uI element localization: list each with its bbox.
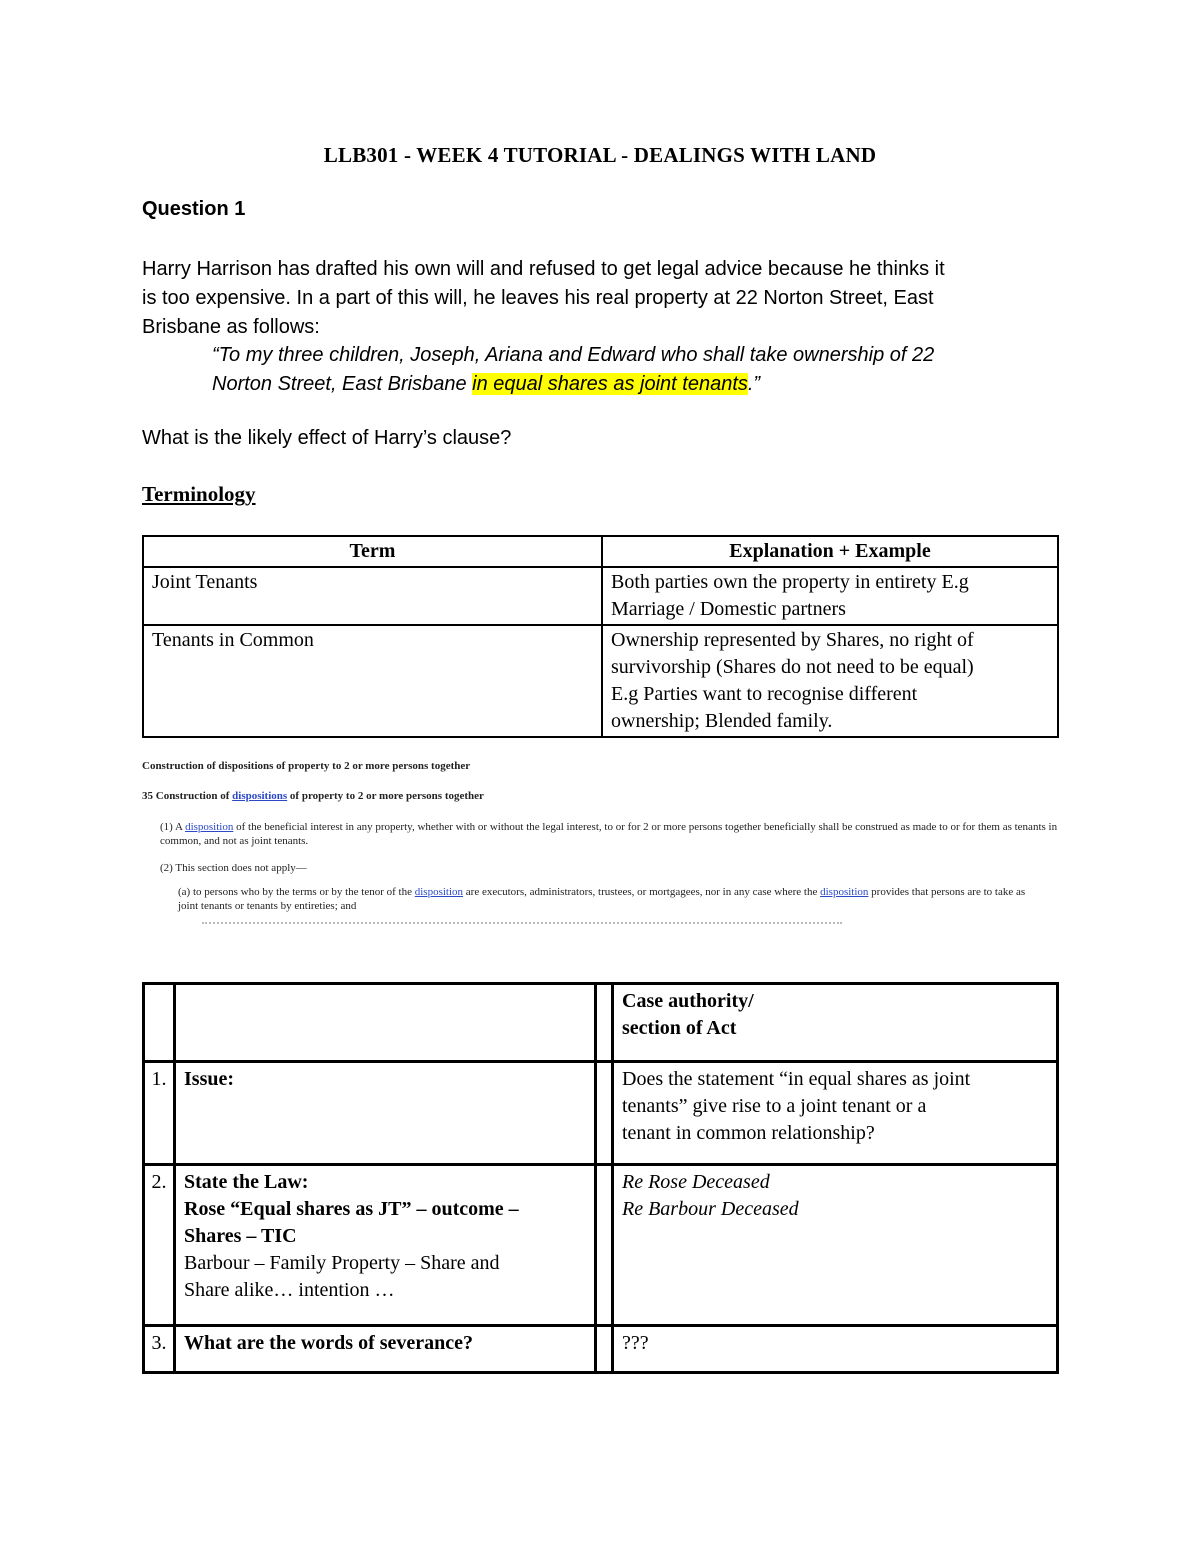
statute-heading: Construction of dispositions of property to 2 or more persons together [142,760,471,772]
paragraph-text: are executors, administrators, trustees, or mortgagees, nor in any case where the [463,886,821,898]
label-line: Share alike… intention … [184,1279,395,1301]
will-clause-quote [212,341,1072,399]
row-label [175,1165,596,1326]
scenario-paragraph [142,255,1072,342]
empty-cell [596,984,613,1062]
header-line: section of Act [622,1017,737,1039]
row-number: 3. [144,1326,175,1373]
empty-cell [596,1326,613,1373]
explanation-line: Marriage / Domestic partners [611,598,846,620]
explanation-line: survivorship (Shares do not need to be equal) [611,656,974,678]
label-line: Rose “Equal shares as JT” – outcome – [184,1198,519,1220]
terminology-table [142,535,1059,738]
paragraph-a [178,885,1038,913]
column-header: Term [143,536,602,567]
explanation-line: Ownership represented by Shares, no right of [611,629,974,651]
disposition-link[interactable]: disposition [185,821,234,833]
label-line: State the Law: [184,1171,309,1193]
irac-table [142,982,1059,1374]
row-label: What are the words of severance? [175,1326,596,1373]
quote-end: .” [747,373,761,395]
content-line: Does the statement “in equal shares as joint [622,1068,971,1090]
term-cell: Joint Tenants [143,567,602,625]
term-cell: Tenants in Common [143,625,602,737]
case-authority-header [613,984,1058,1062]
row-number: 1. [144,1062,175,1165]
paragraph-text: provides that persons are to take as joint tenants or tenants by entireties; and [178,886,1026,912]
highlighted-phrase: in equal shares as joint tenants [472,373,748,395]
subsection-text: (1) A [160,821,186,833]
scenario-line: Brisbane as follows: [142,316,320,338]
explanation-cell [602,567,1058,625]
table-row [143,567,1058,625]
disposition-link[interactable]: disposition [820,886,869,898]
disposition-link[interactable]: disposition [414,886,464,898]
table-row [144,1165,1058,1326]
column-header: Explanation + Example [602,536,1058,567]
explanation-line: Both parties own the property in entirety E.g [611,571,969,593]
scenario-line: is too expensive. In a part of this will, he leaves his real property at 22 Norton Street, East [142,287,934,309]
row-content [613,1062,1058,1165]
question-heading: Question 1 [142,198,246,220]
explanation-cell [602,625,1058,737]
quote-line [212,370,1072,399]
row-number: 2. [144,1165,175,1326]
paragraph-text: (a) to persons who by the terms or by the tenor of the [178,886,415,898]
table-row [143,625,1058,737]
subsection-1 [160,820,1060,848]
content-line: tenants” give rise to a joint tenant or a [622,1095,927,1117]
label-line: Shares – TIC [184,1225,297,1247]
empty-cell [596,1062,613,1165]
terminology-heading: Terminology [142,482,256,506]
empty-cell [596,1165,613,1326]
table-header-row [143,536,1058,567]
row-content: ??? [613,1326,1058,1373]
statute-section-heading [142,790,484,802]
explanation-line: ownership; Blended family. [611,710,833,732]
subsection-text: of the beneficial interest in any property, whether with or without the legal interest, to or for 2 or more persons together beneficially shall be construed as made to or for them as tenants in common, and not as joint tenants. [160,821,1058,847]
document-title: LLB301 - WEEK 4 TUTORIAL - DEALINGS WITH LAND [323,143,877,167]
content-line: tenant in common relationship? [622,1122,875,1144]
quote-line: “To my three children, Joseph, Ariana and Edward who shall take ownership of 22 [212,344,935,366]
dispositions-link[interactable]: dispositions [232,790,288,802]
table-row [144,1062,1058,1165]
row-content [613,1165,1058,1326]
row-label: Issue: [175,1062,596,1165]
empty-cell [144,984,175,1062]
label-line: Barbour – Family Property – Share and [184,1252,500,1274]
case-name: Re Rose Deceased [622,1171,770,1193]
table-header-row [144,984,1058,1062]
section-text: 35 Construction of [142,790,233,802]
case-name: Re Barbour Deceased [622,1198,799,1220]
subsection-2: (2) This section does not apply— [160,862,307,874]
quote-text: Norton Street, East Brisbane [212,373,473,395]
table-row [144,1326,1058,1373]
scenario-line: Harry Harrison has drafted his own will and refused to get legal advice because he thinks it [142,258,945,280]
section-text: of property to 2 or more persons together [287,790,484,802]
cropped-text-line [202,922,842,930]
tutorial-question: What is the likely effect of Harry’s clause? [142,427,512,449]
empty-cell [175,984,596,1062]
explanation-line: E.g Parties want to recognise different [611,683,918,705]
header-line: Case authority/ [622,990,754,1012]
